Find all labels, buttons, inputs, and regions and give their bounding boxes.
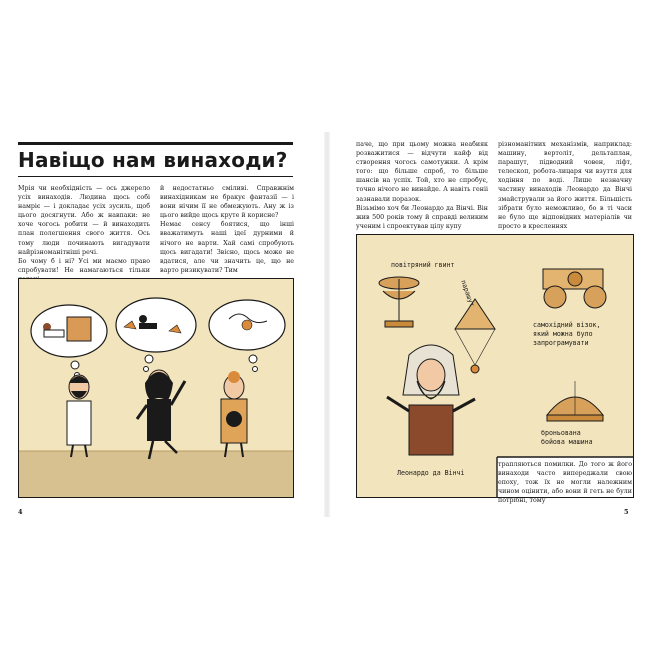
paragraph: Немає сенсу боятися, що інші вважатимуть наші ідеї дурними й нічого не варти. Хай самі спробують щось вигадати! Звісно, щось може не вдатися, але чи значить це, що не варто ризикувати? Тим <box>160 221 294 274</box>
aerial-screw-icon <box>379 277 419 327</box>
cart-label-line: який можна було <box>533 330 593 338</box>
cart-label-line: запрограмувати <box>533 339 589 347</box>
page-number-left: 4 <box>18 508 23 516</box>
inventors-dreaming-illustration <box>18 278 294 498</box>
cart-label <box>533 321 604 347</box>
tank-label-line: броньована <box>541 429 581 437</box>
right-page <box>340 132 636 517</box>
leonardo-inventions-illustration <box>356 234 634 498</box>
leonardo-portrait <box>387 345 475 455</box>
tank-label <box>541 429 593 446</box>
page-title: Навіщо нам винаходи? <box>18 148 288 172</box>
parachute-icon <box>455 299 495 373</box>
inventor-right <box>221 371 247 457</box>
inventor-middle <box>137 370 185 459</box>
thought-bubble-flying <box>116 298 196 372</box>
cart-label-line: самохідний візок, <box>533 321 601 329</box>
leonardo-inventions-drawing <box>357 235 633 497</box>
paragraph: трапляються помилки. До того ж його винаходи часто випереджали свою епоху, тож їх не могли належним чином оцінити, або вони й геть не були потрібні, тому <box>498 461 632 505</box>
paragraph: Мрія чи необхідність — ось джерело усіх винаходів. Людина щось собі намріє — і докладає усіх зусиль, щоб цього досягнути. Або ж навпаки: не хоче чогось робити — й винаходить план полегшення свого життя. Ось тому люди починають вигадувати найрізноманітніші речі. <box>18 185 150 256</box>
self-propelled-cart-icon <box>543 269 606 308</box>
title-top-rule <box>18 142 293 145</box>
paragraph: Візьмімо хоч би Леонардо да Вінчі. Він жив 500 років тому й справді великим ученим і спроектував цілу купу <box>356 204 488 230</box>
paragraph: паче, що при цьому можна неабияк розважитися — відчути кайф від створення чогось самотужки. А крім того: що більше спроб, то більше шансів на успіх. Той, хто не спробує, точно нічого не винайде. А навіть геніі зазнавали поразок. <box>356 141 488 203</box>
leonardo-label: Леонардо да Вінчі <box>397 469 465 477</box>
paragraph: Бо чому б і ні? Усі ми маємо право спробувати! Не намагаються тільки <box>18 257 150 274</box>
thought-bubble-box <box>31 305 107 378</box>
right-text-column-2 <box>498 140 632 231</box>
book-spine <box>324 132 330 517</box>
paragraph: різноманітних механізмів, наприклад: машину, вертоліт, дельтаплан, парашут, підводний човен, ліфт, телескоп, робота-лицаря чи взуття для ходіння по воді. Лише незначну частину винаходів Леонардо да Вінчі змайстрували за його життя. Більшість зібрати було неможливо, бо в ті часи не було ще відповідних матеріалів чи просто в кресленнях <box>498 141 632 230</box>
inventors-dreaming-drawing <box>19 279 293 497</box>
left-page <box>18 132 310 517</box>
right-text-column-3 <box>498 460 632 505</box>
right-text-column-1 <box>356 140 488 231</box>
left-text-column-1 <box>18 184 150 284</box>
thought-bubble-bird <box>209 300 285 372</box>
tank-label-line: бойова машина <box>541 438 593 446</box>
left-text-column-2 <box>160 184 294 275</box>
parachute-label: парашут <box>459 278 477 308</box>
title-bottom-rule <box>18 176 293 177</box>
inventor-left <box>67 375 91 457</box>
aerial-screw-label: повітряний гвинт <box>391 261 455 269</box>
page-number-right: 5 <box>624 508 629 516</box>
armored-vehicle-icon <box>547 381 603 421</box>
paragraph: й недостатньо сміливі. Справжнім винахідникам не бракує фантазії — і вони нічим її не обмежують. Ану ж із цього вийде щось круте й корисне? <box>160 185 294 220</box>
